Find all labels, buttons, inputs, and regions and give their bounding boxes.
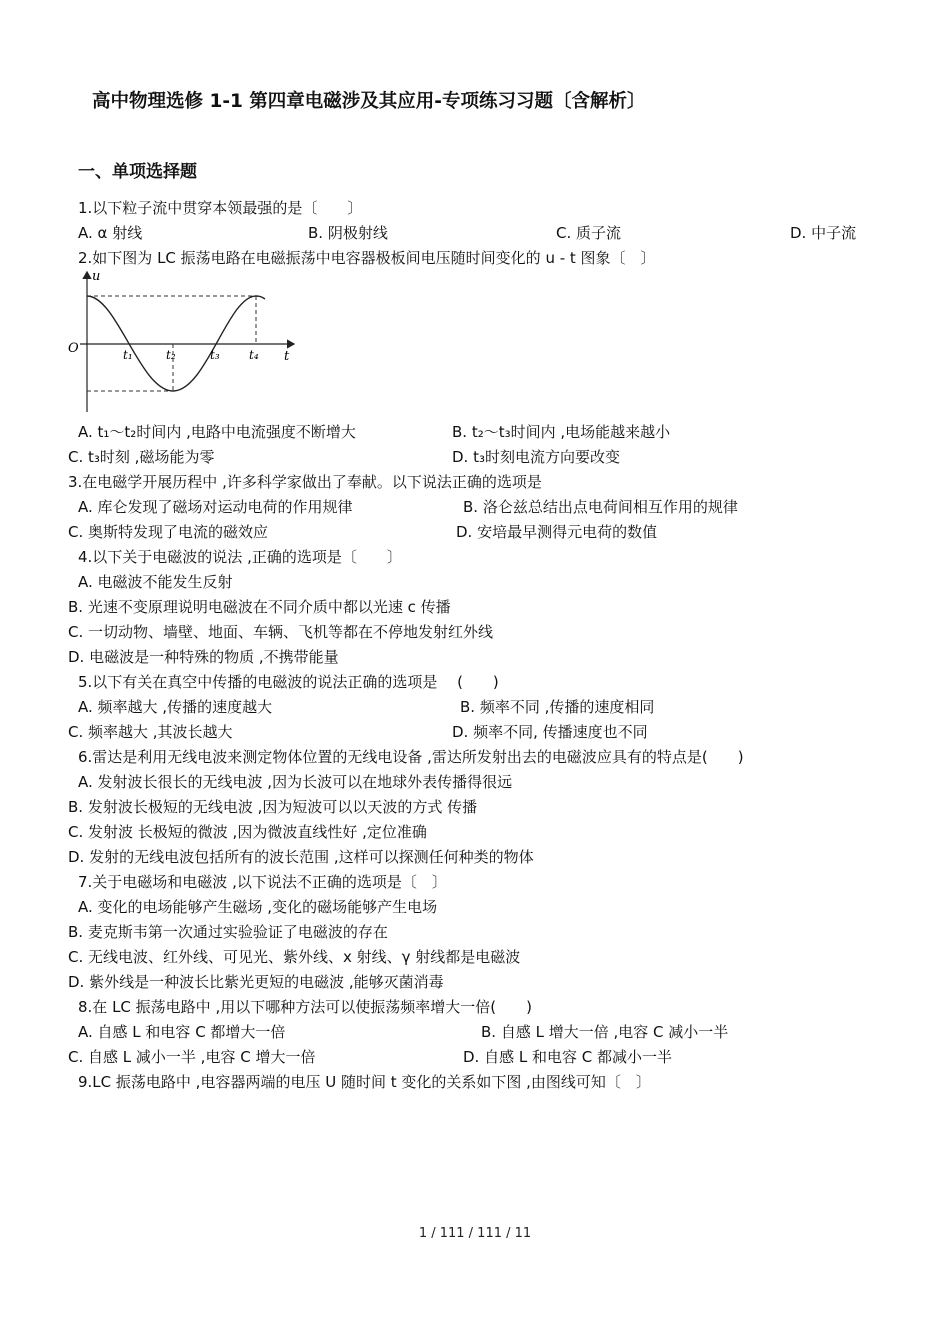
question-6-option-a: A. 发射波长很长的无线电波 ,因为长波可以在地球外表传播得很远: [78, 773, 513, 791]
question-4-option-a: A. 电磁波不能发生反射: [78, 573, 233, 591]
question-5-option-b: B. 频率不同 ,传播的速度相同: [460, 698, 655, 716]
question-3-option-a: A. 库仑发现了磁场对运动电荷的作用规律: [78, 498, 353, 516]
question-4-option-d: D. 电磁波是一种特殊的物质 ,不携带能量: [68, 648, 339, 666]
question-6-option-b: B. 发射波长极短的无线电波 ,因为短波可以以天波的方式 传播: [68, 798, 478, 816]
question-3-option-c: C. 奥斯特发现了电流的磁效应: [68, 523, 269, 541]
page-footer: 1 / 111 / 111 / 11: [418, 1226, 532, 1241]
t-axis-label: t: [284, 349, 290, 364]
question-4-stem: 4.以下关于电磁波的说法 ,正确的选项是〔 〕: [78, 548, 402, 566]
question-2-option-c: C. t₃时刻 ,磁场能为零: [68, 448, 215, 466]
section-heading: 一、单项选择题: [78, 162, 197, 182]
question-4-option-b: B. 光速不变原理说明电磁波在不同介质中都以光速 c 传播: [68, 598, 451, 616]
question-3-option-b: B. 洛仑兹总结出点电荷间相互作用的规律: [463, 498, 738, 516]
u-axis-label: u: [92, 269, 101, 284]
tick-label-t2: t₂: [166, 348, 176, 362]
question-1-stem: 1.以下粒子流中贯穿本领最强的是〔 〕: [78, 199, 363, 217]
question-7-option-b: B. 麦克斯韦第一次通过实验验证了电磁波的存在: [68, 923, 388, 941]
u-t-graph: [62, 264, 302, 416]
tick-label-t3: t₃: [210, 348, 220, 362]
question-8-option-d: D. 自感 L 和电容 C 都减小一半: [463, 1048, 672, 1066]
question-3-option-d: D. 安培最早测得元电荷的数值: [456, 523, 658, 541]
tick-label-t4: t₄: [249, 348, 259, 362]
question-5-stem: 5.以下有关在真空中传播的电磁波的说法正确的选项是 ( ): [78, 673, 499, 691]
tick-label-t1: t₁: [123, 348, 133, 362]
question-6-stem: 6.雷达是利用无线电波来测定物体位置的无线电设备 ,雷达所发射出去的电磁波应具有的特点是( ): [78, 748, 744, 766]
question-5-option-a: A. 频率越大 ,传播的速度越大: [78, 698, 273, 716]
origin-label: O: [68, 341, 79, 356]
question-8-option-c: C. 自感 L 减小一半 ,电容 C 增大一倍: [68, 1048, 316, 1066]
question-1-option-c: C. 质子流: [556, 224, 622, 242]
question-1-option-b: B. 阴极射线: [308, 224, 388, 242]
question-7-option-d: D. 紫外线是一种波长比紫光更短的电磁波 ,能够灭菌消毒: [68, 973, 444, 991]
question-3-stem: 3.在电磁学开展历程中 ,许多科学家做出了奉献。以下说法正确的选项是: [68, 473, 542, 491]
question-2-stem: 2.如下图为 LC 振荡电路在电磁振荡中电容器极板间电压随时间变化的 u - t 图象〔 〕: [78, 249, 656, 267]
question-6-option-d: D. 发射的无线电波包括所有的波长范围 ,这样可以探测任何种类的物体: [68, 848, 534, 866]
question-2-option-d: D. t₃时刻电流方向要改变: [452, 448, 620, 466]
question-9-stem: 9.LC 振荡电路中 ,电容器两端的电压 U 随时间 t 变化的关系如下图 ,由图线可知〔 〕: [78, 1073, 651, 1091]
question-8-option-b: B. 自感 L 增大一倍 ,电容 C 减小一半: [481, 1023, 729, 1041]
question-8-option-a: A. 自感 L 和电容 C 都增大一倍: [78, 1023, 286, 1041]
question-5-option-d: D. 频率不同, 传播速度也不同: [452, 723, 648, 741]
question-1-option-d: D. 中子流: [790, 224, 857, 242]
question-2-option-a: A. t₁～t₂时间内 ,电路中电流强度不断增大: [78, 423, 356, 441]
question-6-option-c: C. 发射波 长极短的微波 ,因为微波直线性好 ,定位准确: [68, 823, 427, 841]
question-8-stem: 8.在 LC 振荡电路中 ,用以下哪种方法可以使振荡频率增大一倍( ): [78, 998, 532, 1016]
question-7-stem: 7.关于电磁场和电磁波 ,以下说法不正确的选项是〔 〕: [78, 873, 447, 891]
question-7-option-a: A. 变化的电场能够产生磁场 ,变化的磁场能够产生电场: [78, 898, 438, 916]
question-2-option-b: B. t₂～t₃时间内 ,电场能越来越小: [452, 423, 671, 441]
page-title: 高中物理选修 1-1 第四章电磁涉及其应用-专项练习习题〔含解析〕: [92, 91, 646, 112]
question-4-option-c: C. 一切动物、墙壁、地面、车辆、飞机等都在不停地发射红外线: [68, 623, 494, 641]
question-5-option-c: C. 频率越大 ,其波长越大: [68, 723, 233, 741]
question-7-option-c: C. 无线电波、红外线、可见光、紫外线、x 射线、γ 射线都是电磁波: [68, 948, 521, 966]
question-1-option-a: A. α 射线: [78, 224, 143, 242]
